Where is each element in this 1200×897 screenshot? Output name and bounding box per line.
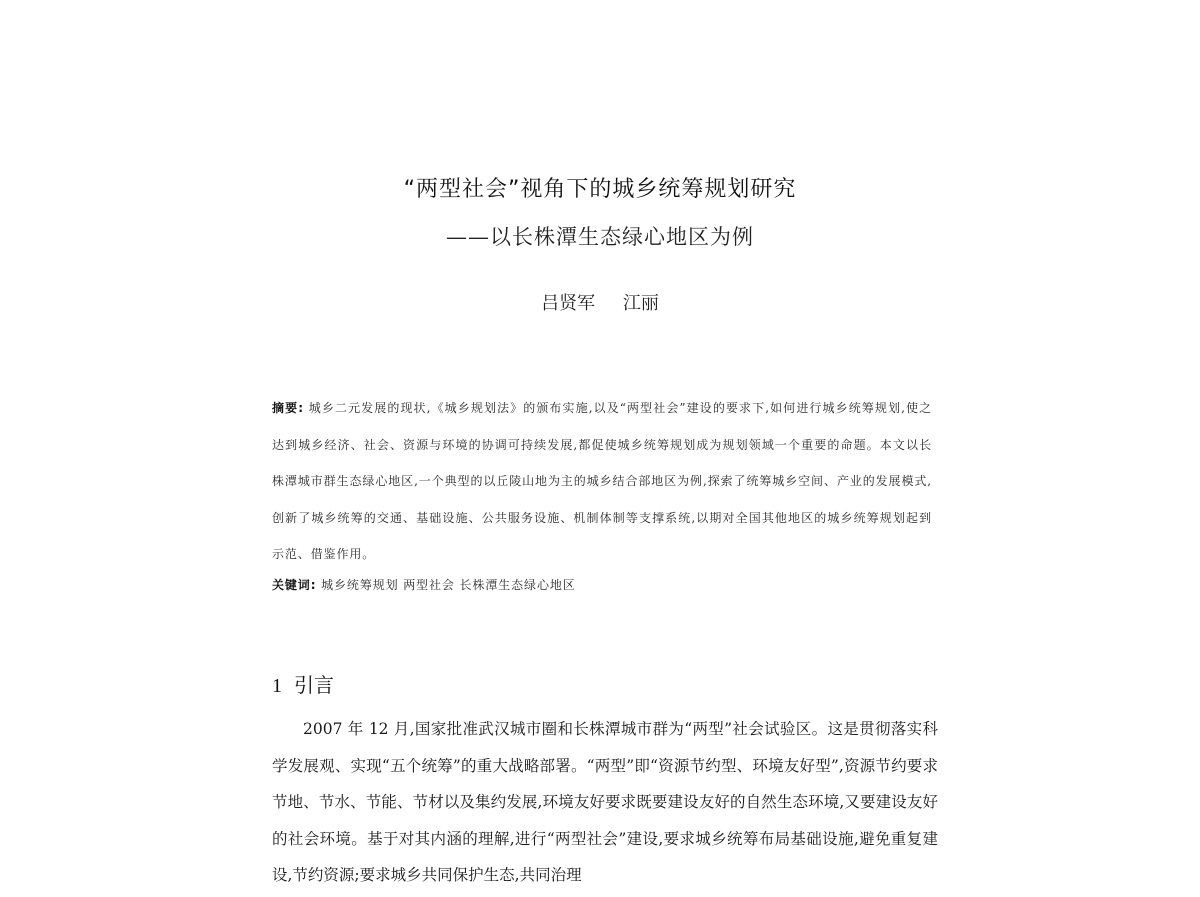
keywords bbox=[272, 574, 932, 596]
abstract bbox=[272, 390, 932, 573]
body-paragraph: 2007 年 12 月,国家批准武汉城市圈和长株潭城市群为“两型”社会试验区。这是贯彻落实科学发展观、实现“五个统筹”的重大战略部署。“两型”即“资源节约型、环境友好型”,资源节约要求节地、节水、节能、节材以及集约发展,环境友好要求既要建设友好的自然生态环境,又要建设友好的社会环境。基于对其内涵的理解,进行“两型社会”建设,要求城乡统筹布局基础设施,避免重复建设,节约资源;要求城乡共同保护生态,共同治理 bbox=[272, 720, 938, 884]
section-heading bbox=[272, 669, 334, 698]
paper-title: “两型社会”视角下的城乡统筹规划研究 bbox=[403, 177, 797, 202]
abstract-text: 城乡二元发展的现状,《城乡规划法》的颁布实施,以及“两型社会”建设的要求下,如何进行城乡统筹规划,使之达到城乡经济、社会、资源与环境的协调可持续发展,都促使城乡统筹规划成为规划领域一个重要的命题。本文以长株潭城市群生态绿心地区,一个典型的以丘陵山地为主的城乡结合部地区为例,探索了统筹城乡空间、产业的发展模式,创新了城乡统筹的交通、基础设施、公共服务设施、机制体制等支撑系统,以期对全国其他地区的城乡统筹规划起到示范、借鉴作用。 bbox=[272, 401, 932, 561]
keywords-label: 关键词: bbox=[272, 578, 317, 592]
author-name: 吕贤军 bbox=[541, 293, 596, 314]
paper-subtitle: ——以长株潭生态绿心地区为例 bbox=[446, 225, 754, 249]
abstract-label: 摘要: bbox=[272, 401, 304, 415]
author-list bbox=[0, 289, 1200, 315]
section-title: 引言 bbox=[294, 673, 334, 697]
author-name: 江丽 bbox=[622, 293, 659, 314]
keywords-text: 城乡统筹规划 两型社会 长株潭生态绿心地区 bbox=[316, 578, 576, 592]
section-number: 1 bbox=[272, 675, 282, 697]
